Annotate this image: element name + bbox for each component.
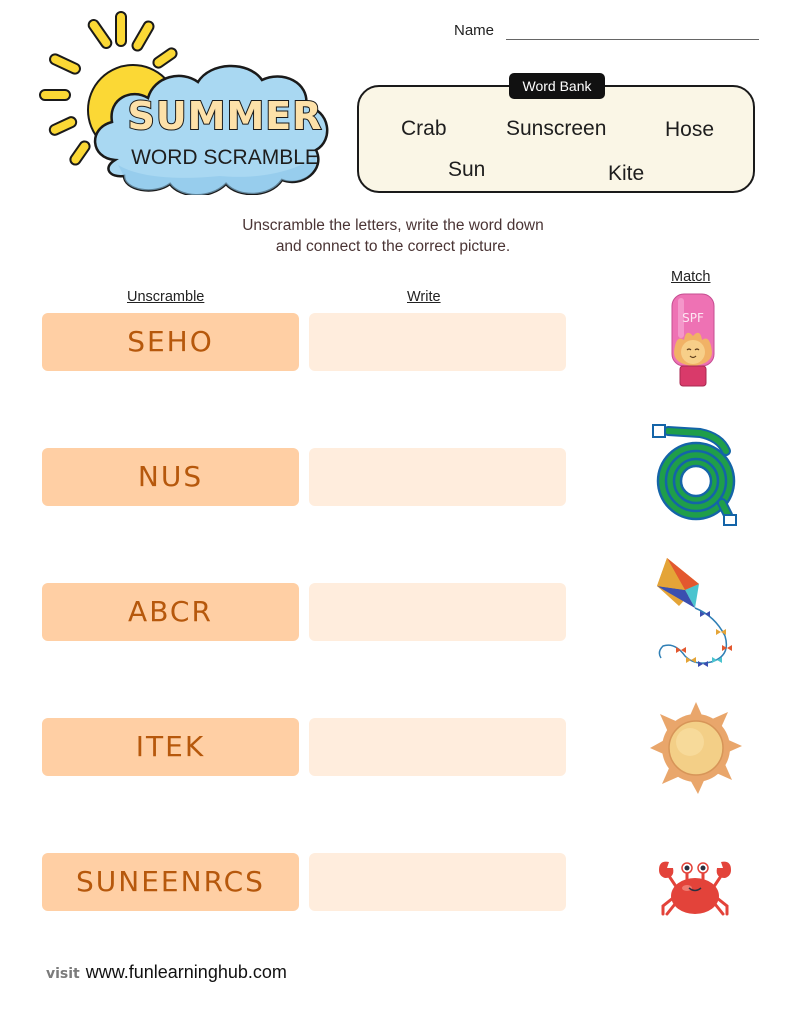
word-bank-label: Word Bank: [509, 73, 605, 99]
footer-visit-label: visit: [46, 966, 80, 982]
scrambled-word: ITEK: [42, 718, 299, 776]
name-label: Name: [454, 22, 495, 39]
write-answer-box[interactable]: [309, 718, 566, 776]
instructions: [150, 215, 636, 257]
scrambled-word: SUNEENRCS: [42, 853, 299, 911]
sun-picture[interactable]: [648, 700, 744, 796]
word-bank: [357, 85, 755, 193]
word-bank-word: Sun: [448, 158, 486, 181]
column-header-match: Match: [671, 269, 711, 285]
instructions-line-1: Unscramble the letters, write the word down: [242, 217, 544, 234]
crab-picture[interactable]: [655, 858, 735, 920]
svg-text:SPF: SPF: [682, 311, 704, 325]
title-logo: [20, 10, 340, 195]
write-answer-box[interactable]: [309, 313, 566, 371]
word-bank-word: Hose: [665, 118, 715, 141]
sun-icon: [648, 700, 744, 796]
write-answer-box[interactable]: [309, 583, 566, 641]
footer: [46, 962, 287, 983]
name-input-line[interactable]: [506, 39, 759, 40]
sunscreen-bottle-icon: [668, 292, 718, 390]
write-answer-box[interactable]: [309, 448, 566, 506]
hose-picture[interactable]: [650, 423, 742, 527]
scrambled-word: ABCR: [42, 583, 299, 641]
title-subtitle: WORD SCRAMBLE: [131, 146, 319, 169]
scrambled-word: NUS: [42, 448, 299, 506]
kite-icon: [655, 556, 737, 670]
garden-hose-icon: [650, 423, 742, 527]
footer-url[interactable]: www.funlearninghub.com: [85, 962, 287, 982]
scrambled-word: SEHO: [42, 313, 299, 371]
write-answer-box[interactable]: [309, 853, 566, 911]
column-header-write: Write: [407, 289, 441, 305]
instructions-line-2: and connect to the correct picture.: [275, 238, 511, 255]
name-field[interactable]: [454, 20, 764, 44]
title-main: SUMMER: [127, 94, 323, 138]
crab-icon: [655, 858, 735, 920]
word-bank-word: Kite: [608, 162, 645, 185]
kite-picture[interactable]: [655, 556, 737, 670]
word-bank-word: Crab: [401, 117, 447, 140]
sunscreen-picture[interactable]: [668, 292, 718, 390]
word-bank-word: Sunscreen: [506, 117, 607, 140]
column-header-unscramble: Unscramble: [127, 289, 205, 305]
